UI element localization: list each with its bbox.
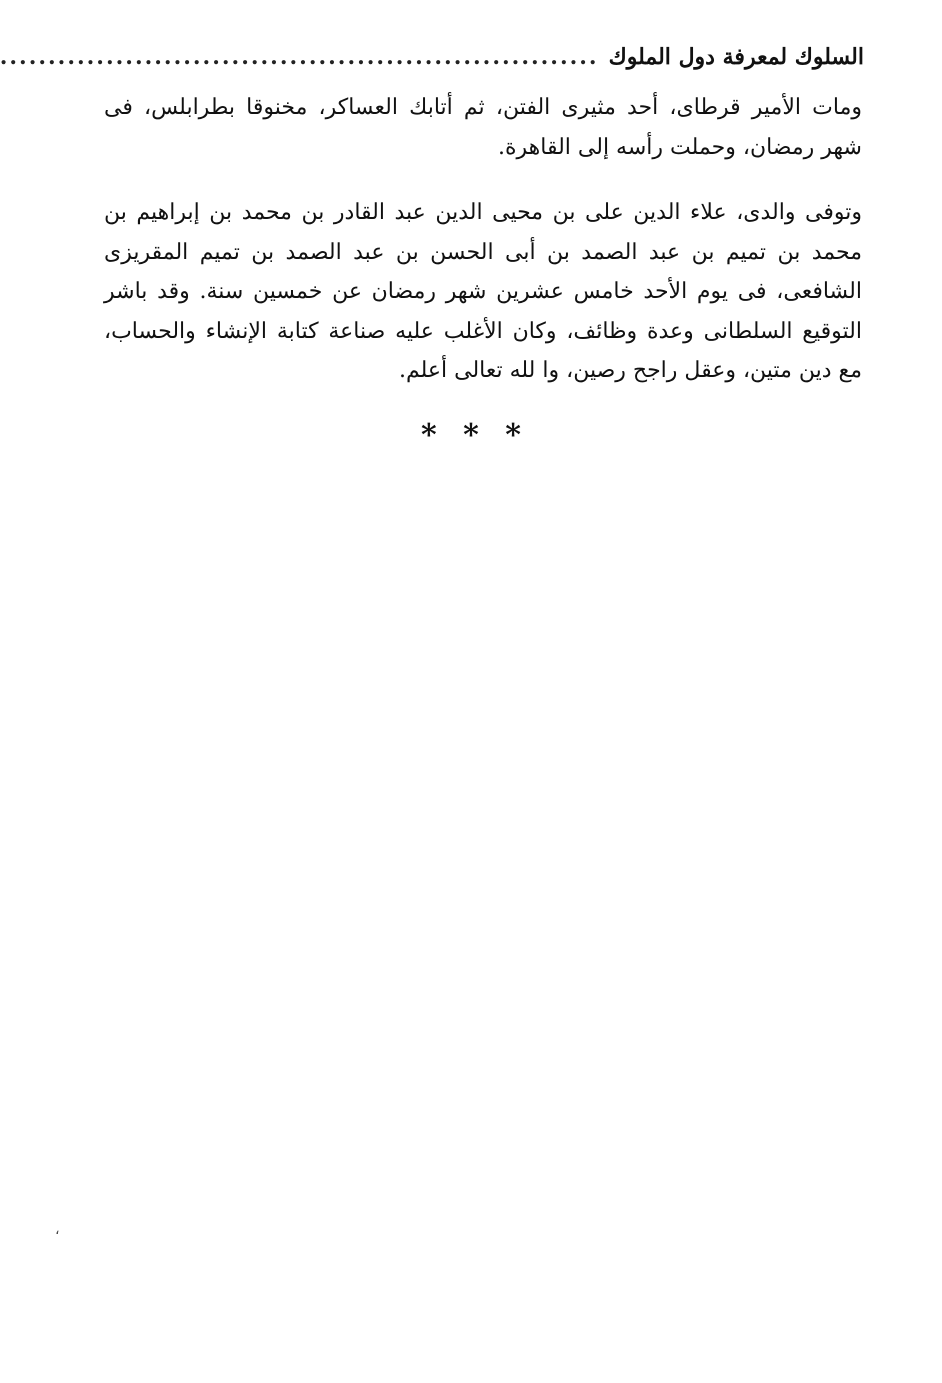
paragraph-qurtay-death: ومات الأمير قرطاى، أحد مثيرى الفتن، ثم أتابك العساكر، مخنوقا بطرابلس، فى شهر رمضان، وحملت رأسه إلى القاهرة. [104, 95, 862, 160]
paragraph-father-death: وتوفى والدى، علاء الدين على بن محيى الدين عبد القادر بن محمد بن إبراهيم بن محمد بن تميم بن عبد الصمد بن أبى الحسن بن عبد الصمد بن تميم المقريزى الشافعى، فى يوم الأحد خامس عشرين شهر رمضان عن خمسين سنة. وقد باشر التوقيع السلطانى وعدة وظائف، وكان الأغلب عليه صناعة كتابة الإنشاء والحساب، مع دين متين، وعقل راجح رصين، وا لله تعالى أعلم. [104, 200, 862, 383]
running-header [0, 44, 864, 78]
stray-mark: ، [55, 1222, 60, 1238]
header-leader-dots: .............................................................. [0, 44, 599, 70]
book-title: السلوك لمعرفة دول الملوك [608, 44, 864, 70]
section-separator-asterisks: * * * [421, 418, 521, 453]
